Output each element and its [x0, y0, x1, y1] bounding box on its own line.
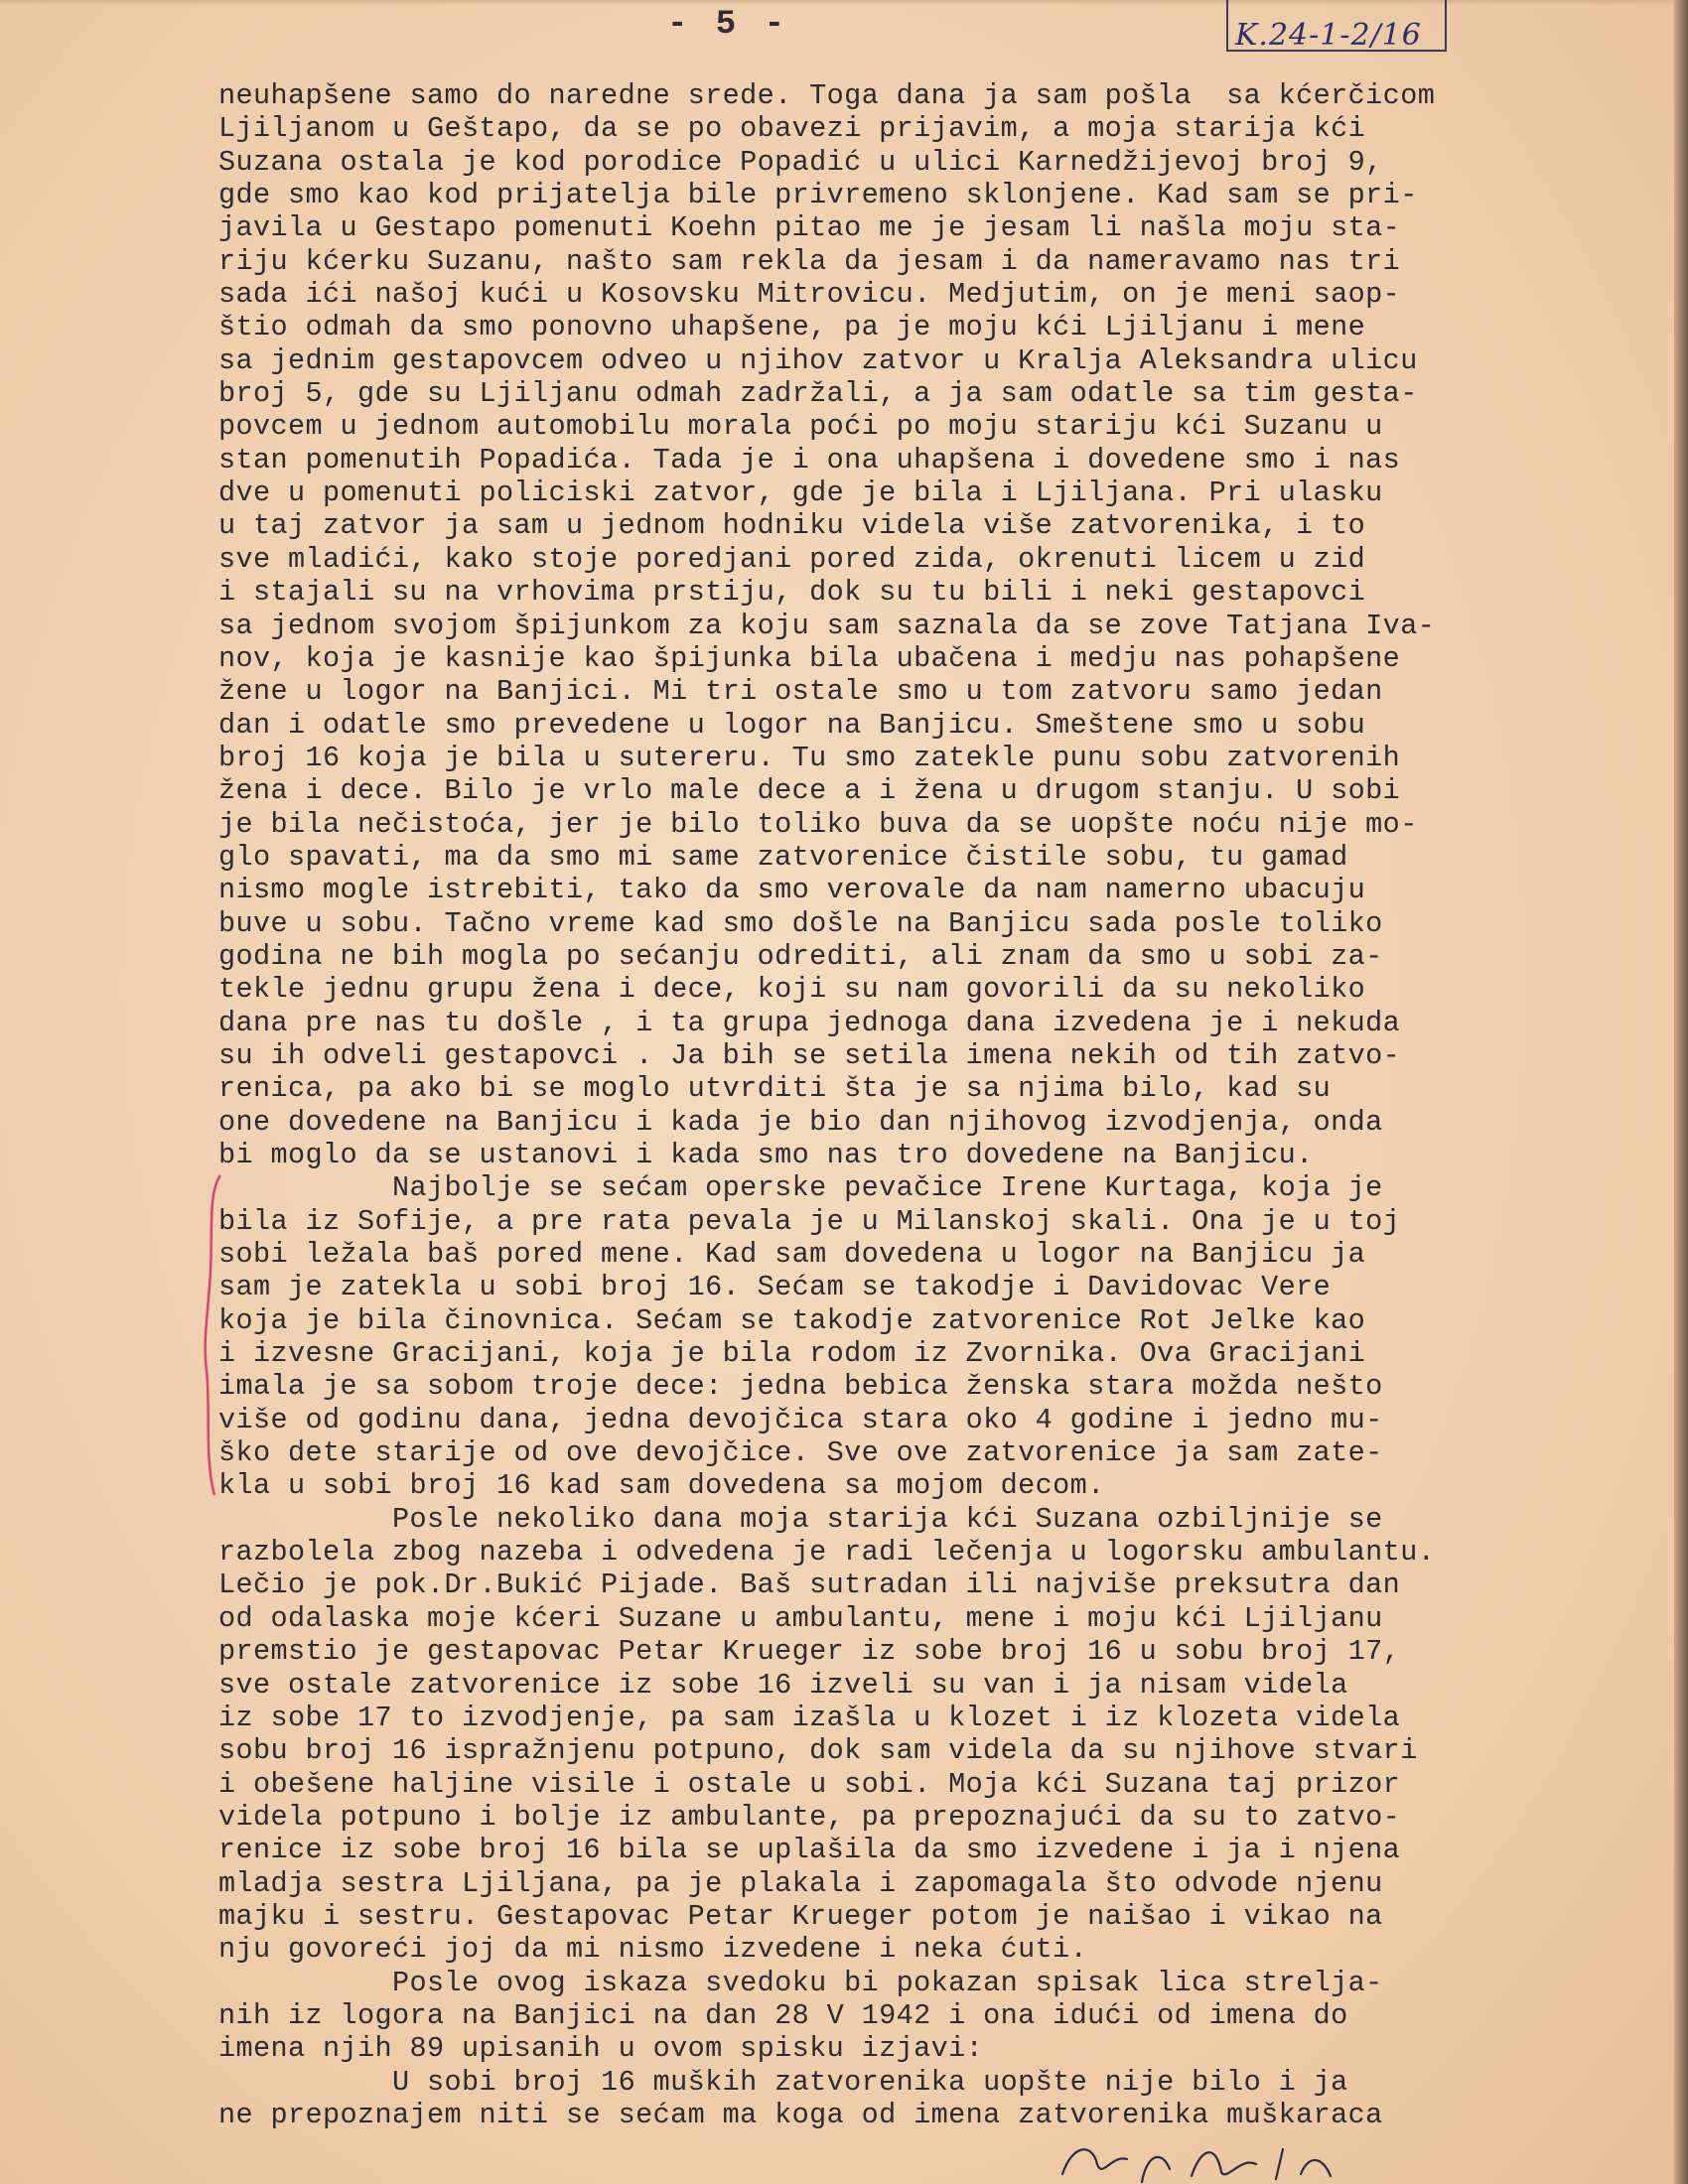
text-line: sobi ležala baš pored mene. Kad sam dovedena u logor na Banjicu ja	[218, 1238, 1366, 1272]
text-line: su ih odveli gestapovci . Ja bih se setila imena nekih od tih zatvo-	[218, 1038, 1401, 1072]
text-line: od odalaska moje kćeri Suzane u ambulantu, mene i moju kći Ljiljanu	[218, 1601, 1383, 1635]
text-line: javila u Gestapo pomenuti Koehn pitao me je jesam li našla moju sta-	[218, 211, 1401, 245]
text-line: sa jednim gestapovcem odveo u njihov zatvor u Kralja Aleksandra ulicu	[218, 343, 1418, 377]
text-line: i obešene haljine visile i ostale u sobi. Moja kći Suzana taj prizor	[218, 1767, 1401, 1801]
text-line: razbolela zbog nazeba i odvedena je radi lečenja u logorsku ambulantu.	[218, 1536, 1436, 1570]
text-line: sve mladići, kako stoje poredjani pored zida, okrenuti licem u zid	[218, 542, 1366, 576]
text-line: glo spavati, ma da smo mi same zatvorenice čistile sobu, tu gamad	[218, 840, 1348, 874]
text-line: nov, koja je kasnije kao špijunka bila ubačena i medju nas pohapšene	[218, 641, 1401, 675]
text-line: sada ići našoj kući u Kosovsku Mitrovicu. Medjutim, on je meni saop-	[218, 278, 1401, 312]
text-line: sobu broj 16 ispražnjenu potpuno, dok sam videla da su njihove stvari	[218, 1734, 1418, 1768]
text-line: kla u sobi broj 16 kad sam dovedena sa mojom decom.	[218, 1469, 1105, 1503]
text-line: sa jednom svojom špijunkom za koju sam saznala da se zove Tatjana Iva-	[218, 609, 1436, 642]
text-line: žene u logor na Banjici. Mi tri ostale smo u tom zatvoru samo jedan	[218, 675, 1383, 709]
text-line: koja je bila činovnica. Sećam se takodje zatvorenice Rot Jelke kao	[218, 1303, 1366, 1337]
text-line: ne prepoznajem niti se sećam ma koga od imena zatvorenika muškaraca	[218, 2098, 1383, 2131]
text-line: godina ne bih mogla po sećanju odrediti, ali znam da smo u sobi za-	[218, 939, 1383, 973]
text-line: gde smo kao kod prijatelja bile privremeno sklonjene. Kad sam se pri-	[218, 179, 1418, 212]
text-line: nih iz logora na Banjici na dan 28 V 1942 i ona idući od imena do	[218, 1998, 1348, 2032]
text-line: štio odmah da smo ponovno uhapšene, pa je moju kći Ljiljanu i mene	[218, 311, 1366, 344]
text-line: renica, pa ako bi se moglo utvrditi šta je sa njima bilo, kad su	[218, 1072, 1332, 1106]
text-line: Lečio je pok.Dr.Bukić Pijade. Baš sutradan ili najviše preksutra dan	[218, 1569, 1401, 1602]
text-line: majku i sestru. Gestapovac Petar Krueger potom je naišao i vikao na	[218, 1899, 1383, 1933]
text-line: stan pomenutih Popadića. Tada je i ona uhapšena i dovedene smo i nas	[218, 443, 1401, 477]
text-line: dve u pomenuti policiski zatvor, gde je bila i Ljiljana. Pri ulasku	[218, 477, 1383, 510]
text-line: nju govoreći joj da mi nismo izvedene i neka ćuti.	[218, 1933, 1088, 1967]
text-line: i stajali su na vrhovima prstiju, dok su tu bili i neki gestapovci	[218, 576, 1366, 610]
text-line: ško dete starije od ove devojčice. Sve ove zatvorenice ja sam zate-	[218, 1436, 1383, 1470]
text-line: Posle nekoliko dana moja starija kći Suzana ozbiljnije se	[218, 1502, 1383, 1536]
text-line: sve ostale zatvorenice iz sobe 16 izveli su van i ja nisam videla	[218, 1668, 1348, 1702]
text-line: neuhapšene samo do naredne srede. Toga dana ja sam pošla sa kćerčicom	[218, 79, 1436, 112]
paper-right-edge	[1674, 0, 1688, 2184]
text-line: žena i dece. Bilo je vrlo male dece a i žena u drugom stanju. U sobi	[218, 774, 1401, 808]
text-line: bila iz Sofije, a pre rata pevala je u Milanskoj skali. Ona je u toj	[218, 1204, 1401, 1238]
text-line: više od godinu dana, jedna devojčica stara oko 4 godine i jedno mu-	[218, 1403, 1383, 1436]
archive-code: K.24-1-2/16	[1235, 18, 1422, 53]
text-line: Posle ovog iskaza svedoku bi pokazan spisak lica strelja-	[218, 1966, 1383, 1999]
text-line: renice iz sobe broj 16 bila se uplašila da smo izvedene i ja i njena	[218, 1834, 1401, 1867]
text-line: riju kćerku Suzanu, našto sam rekla da jesam i da nameravamo nas tri	[218, 244, 1401, 278]
text-line: povcem u jednom automobilu morala poći po moju stariju kći Suzanu u	[218, 410, 1383, 444]
signature-scribble	[1053, 2134, 1370, 2184]
text-line: dan i odatle smo prevedene u logor na Banjicu. Smeštene smo u sobu	[218, 708, 1366, 742]
typewritten-body	[218, 79, 1648, 2131]
text-line: videla potpuno i bolje iz ambulante, pa prepoznajući da su to zatvo-	[218, 1800, 1401, 1834]
text-line: broj 16 koja je bila u sutereru. Tu smo zatekle punu sobu zatvorenih	[218, 741, 1401, 774]
text-line: tekle jednu grupu žena i dece, koji su nam govorili da su nekoliko	[218, 973, 1366, 1007]
text-line: u taj zatvor ja sam u jednom hodniku videla više zatvorenika, i to	[218, 509, 1366, 543]
text-line: nismo mogle istrebiti, tako da smo verovale da nam namerno ubacuju	[218, 874, 1366, 907]
text-line: premstio je gestapovac Petar Krueger iz sobe broj 16 u sobu broj 17,	[218, 1635, 1401, 1669]
text-line: je bila nečistoća, jer je bilo toliko buva da se uopšte noću nije mo-	[218, 807, 1418, 841]
page-number: - 5 -	[667, 6, 789, 44]
text-line: imena njih 89 upisanih u ovom spisku izjavi:	[218, 2032, 984, 2066]
margin-bracket-mark	[199, 1171, 228, 1499]
text-line: broj 5, gde su Ljiljanu odmah zadržali, a ja sam odatle sa tim gesta-	[218, 377, 1418, 411]
text-line: sam je zatekla u sobi broj 16. Sećam se takodje i Davidovac Vere	[218, 1271, 1332, 1304]
text-line: dana pre nas tu došle , i ta grupa jednoga dana izvedena je i nekuda	[218, 1006, 1401, 1039]
text-line: bi moglo da se ustanovi i kada smo nas tro dovedene na Banjicu.	[218, 1139, 1314, 1171]
text-line: mladja sestra Ljiljana, pa je plakala i zapomagala što odvode njenu	[218, 1866, 1383, 1900]
text-line: iz sobe 17 to izvodjenje, pa sam izašla u klozet i iz klozeta videla	[218, 1701, 1401, 1734]
text-line: Suzana ostala je kod porodice Popadić u ulici Karnedžijevoj broj 9,	[218, 145, 1383, 179]
text-line: Ljiljanom u Geštapo, da se po obavezi prijavim, a moja starija kći	[218, 112, 1366, 146]
text-line: one dovedene na Banjicu i kada je bio dan njihovog izvodjenja, onda	[218, 1105, 1383, 1139]
text-line: U sobi broj 16 muških zatvorenika uopšte nije bilo i ja	[218, 2065, 1348, 2099]
text-line: buve u sobu. Tačno vreme kad smo došle na Banjicu sada posle toliko	[218, 906, 1383, 940]
text-line: i izvesne Gracijani, koja je bila rodom iz Zvornika. Ova Gracijani	[218, 1337, 1366, 1371]
text-line: imala je sa sobom troje dece: jedna bebica ženska stara možda nešto	[218, 1370, 1383, 1404]
text-line: Najbolje se sećam operske pevačice Irene Kurtaga, koja je	[218, 1171, 1383, 1205]
